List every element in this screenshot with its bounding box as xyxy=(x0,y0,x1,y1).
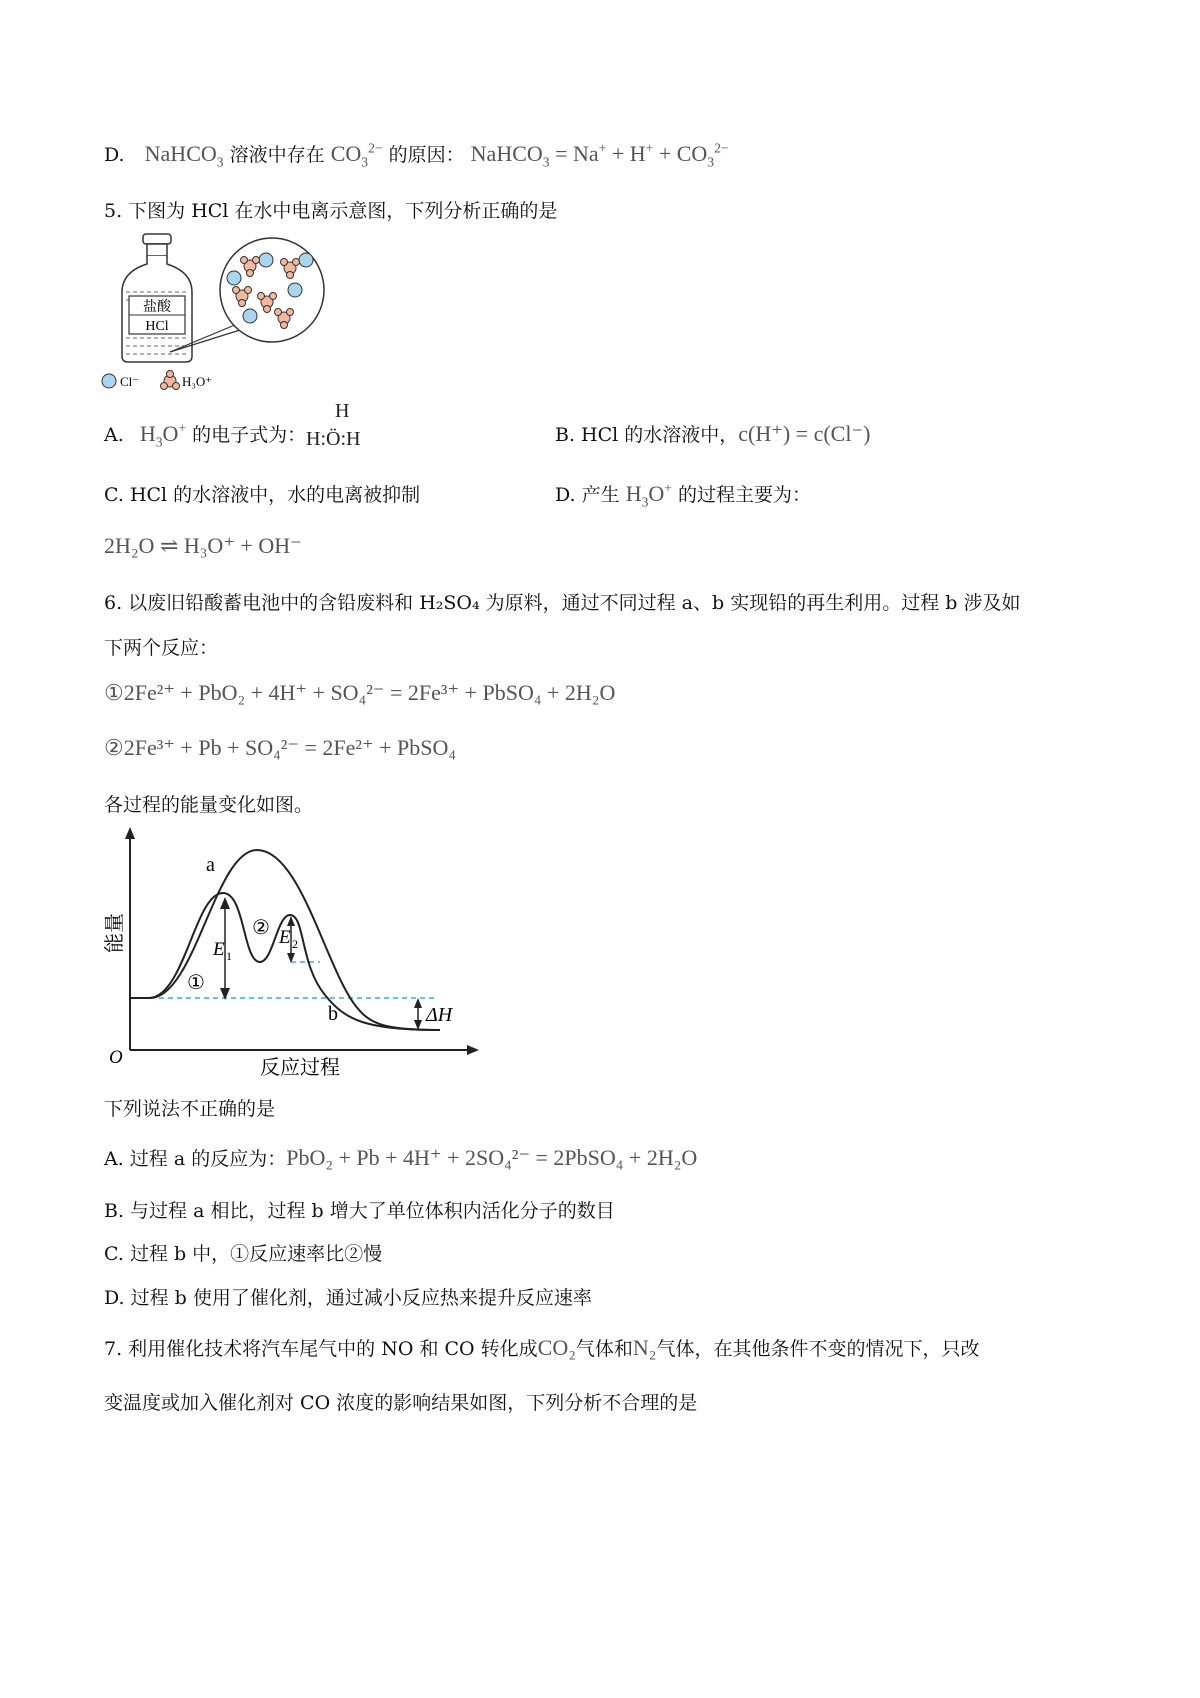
formula-h3o: $H_3O^+$ xyxy=(139,420,187,450)
stem-text: 7. 利用催化技术将汽车尾气中的 NO 和 CO 转化成 xyxy=(104,1338,538,1360)
legend-h3o-icon xyxy=(161,371,180,390)
delta-h-label: ΔH xyxy=(426,1004,453,1026)
stem-text-2: 气体和 xyxy=(575,1338,633,1360)
step-1-label: ① xyxy=(187,972,205,994)
e2-subscript: 2 xyxy=(292,937,298,951)
formula-co3: $CO_3^{2-}$ xyxy=(330,140,383,170)
e2-label: E xyxy=(279,927,291,948)
q5-option-d xyxy=(555,480,811,510)
formula-concentration: c(H⁺) = c(Cl⁻) xyxy=(738,421,871,446)
q5-option-a xyxy=(104,420,306,450)
curve-b-label: b xyxy=(328,1003,338,1025)
q6-energy-note: 各过程的能量变化如图。 xyxy=(104,794,314,816)
q7-stem-line2: 变温度或加入催化剂对 CO 浓度的影响结果如图，下列分析不合理的是 xyxy=(104,1392,698,1414)
bottle-label-text-2: HCl xyxy=(145,319,169,334)
option-label: A. xyxy=(104,424,124,446)
q5-option-b xyxy=(555,420,870,447)
option-text: A. 过程 a 的反应为： xyxy=(104,1148,287,1170)
q6-option-c: C. 过程 b 中，①反应速率比②慢 xyxy=(104,1243,383,1265)
lewis-top-h: H xyxy=(335,400,350,422)
stem-text-3: 气体，在其他条件不变的情况下，只改 xyxy=(656,1338,980,1360)
formula-process-a: PbO₂ + Pb + 4H⁺ + 2SO₄²⁻ = 2PbSO₄ + 2H₂O xyxy=(286,1145,698,1170)
x-axis-label: 反应过程 xyxy=(260,1057,340,1079)
q6-stem-line1: 6. 以废旧铅酸蓄电池中的含铅废料和 H₂SO₄ 为原料，通过不同过程 a、b 实现铅的再生利用。过程 b 涉及如 xyxy=(104,592,1021,614)
q5-stem: 5. 下图为 HCl 在水中电离示意图，下列分析正确的是 xyxy=(104,200,558,222)
legend-cl-label: Cl⁻ xyxy=(120,374,140,389)
e1-label: E xyxy=(213,939,225,960)
hcl-ionization-figure xyxy=(100,230,340,395)
q6-stem-line2: 下两个反应： xyxy=(104,637,219,659)
option-text-2: 的过程主要为： xyxy=(678,484,812,506)
option-text-2: 的原因： xyxy=(388,144,465,166)
option-text: 溶液中存在 xyxy=(229,144,325,166)
q6-reaction-2: ②2Fe³⁺ + Pb + SO₄²⁻ = 2Fe²⁺ + PbSO₄ xyxy=(104,735,457,760)
bottle-stopper xyxy=(143,234,171,244)
option-text: B. HCl 的水溶液中， xyxy=(555,424,739,446)
q6-option-b: B. 与过程 a 相比，过程 b 增大了单位体积内活化分子的数目 xyxy=(104,1200,615,1222)
step-2-label: ② xyxy=(252,917,270,939)
origin-label: O xyxy=(109,1047,123,1068)
bottle-label-text-1: 盐酸 xyxy=(143,300,171,315)
legend-cl-icon xyxy=(102,374,116,388)
formula-nahco3: NaHCO$_3$ xyxy=(144,141,224,170)
q7-stem-line1 xyxy=(104,1334,979,1361)
option-text: 的电子式为： xyxy=(192,424,307,446)
curve-a-label: a xyxy=(206,854,215,876)
formula-h3o-d: $H_3O^+$ xyxy=(625,480,672,510)
option-label: D. xyxy=(104,144,125,166)
q6-reaction-1: ①2Fe²⁺ + PbO₂ + 4H⁺ + SO₄²⁻ = 2Fe³⁺ + PbSO₄ + 2H₂O xyxy=(104,680,616,705)
prev-option-d xyxy=(104,140,729,170)
q6-question: 下列说法不正确的是 xyxy=(104,1098,276,1120)
y-axis-label: 能量 xyxy=(104,913,126,953)
q6-option-a xyxy=(104,1144,697,1171)
q6-option-d: D. 过程 b 使用了催化剂，通过减小反应热来提升反应速率 xyxy=(104,1287,592,1309)
q5-option-c: C. HCl 的水溶液中，水的电离被抑制 xyxy=(104,484,421,506)
energy-profile-diagram xyxy=(95,825,495,1085)
ionization-equation: NaHCO$_3$ = $Na^+ + H^+ + CO_3^{2-}$ xyxy=(470,140,729,170)
legend-h3o-label: H₃O⁺ xyxy=(182,374,213,389)
formula-n2: N₂ xyxy=(632,1335,657,1360)
e1-subscript: 1 xyxy=(226,949,232,963)
formula-co2: CO₂ xyxy=(537,1335,576,1360)
water-autoionization-eq: 2H₂O ⇌ H₃O⁺ + OH⁻ xyxy=(104,533,302,558)
option-text: D. 产生 xyxy=(555,484,620,506)
lewis-structure: H:Ö:H xyxy=(306,428,361,450)
